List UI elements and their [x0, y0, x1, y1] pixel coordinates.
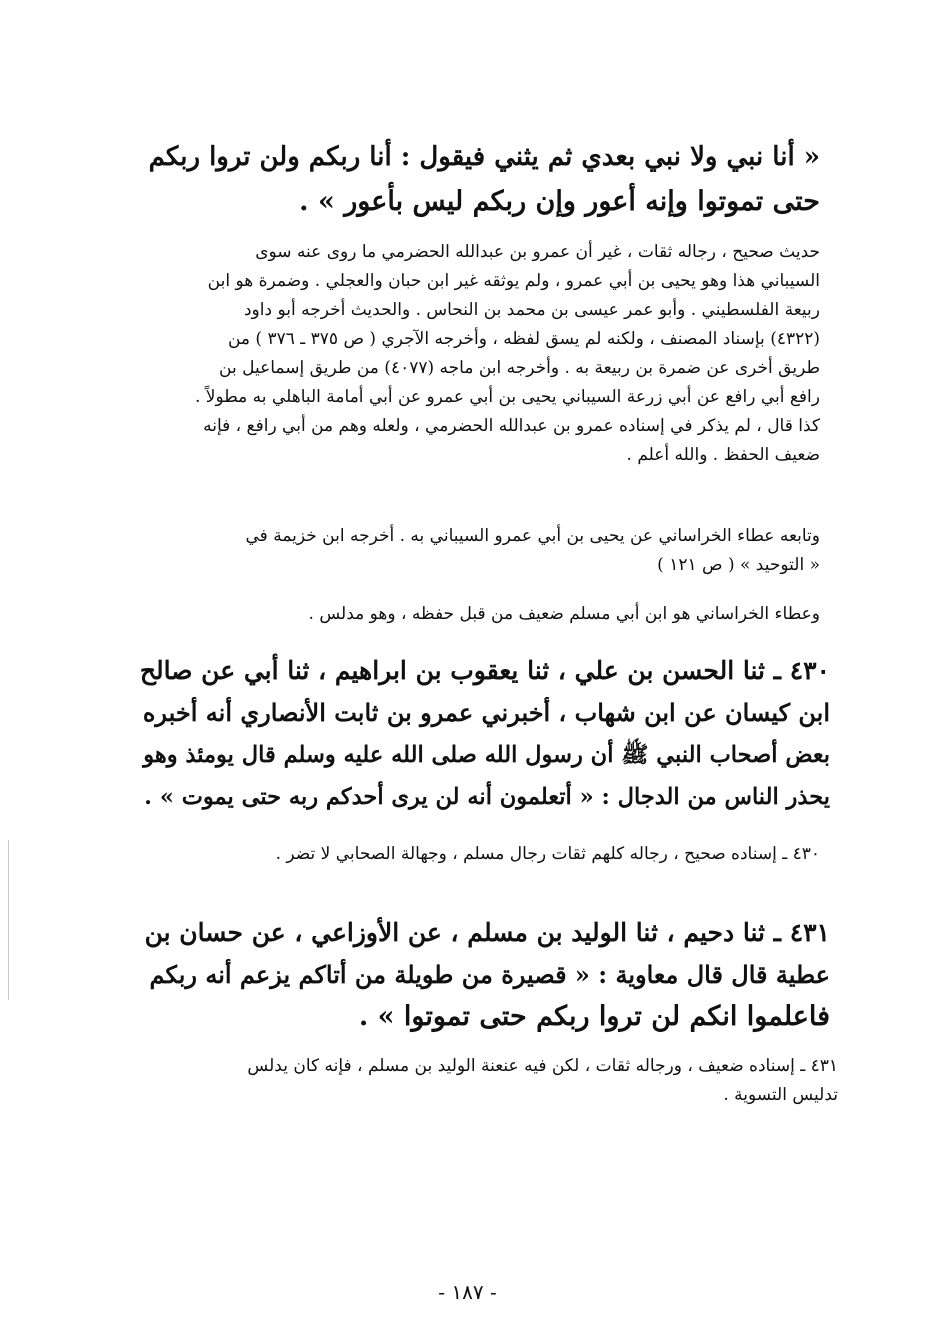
- text-line: بعض أصحاب النبي ﷺ أن رسول الله صلى الله عليه وسلم قال يومئذ وهو: [143, 742, 830, 768]
- text-line: حتى تموتوا وإنه أعور وإن ربكم ليس بأعور » .: [299, 186, 820, 217]
- text-line: ٤٣١ ـ إسناده ضعيف ، ورجاله ثقات ، لكن فيه عنعنة الوليد بن مسلم ، فإنه كان يدلس: [247, 1056, 838, 1076]
- text-line: ربيعة الفلسطيني . وأبو عمر عيسى بن محمد بن النحاس . والحديث أخرجه أبو داود: [243, 300, 820, 320]
- text-line: (٤٣٢٢) بإسناد المصنف ، ولكنه لم يسق لفظه ، وأخرجه الآجري ( ص ٣٧٥ ـ ٣٧٦ ) من: [227, 329, 820, 349]
- text-line: كذا قال ، لم يذكر في إسناده عمرو بن عبدالله الحضرمي ، ولعله وهم من أبي رافع ، فإنه: [203, 416, 820, 436]
- text-line: عطية قال قال معاوية : « قصيرة من طويلة من أتاكم يزعم أنه ربكم: [149, 960, 830, 989]
- text-line: ٤٣٠ ـ ثنا الحسن بن علي ، ثنا يعقوب بن ابراهيم ، ثنا أبي عن صالح: [140, 656, 830, 685]
- text-line: ٤٣١ ـ ثنا دحيم ، ثنا الوليد بن مسلم ، عن الأوزاعي ، عن حسان بن: [144, 918, 830, 947]
- text-line: فاعلموا انكم لن تروا ربكم حتى تموتوا » .: [358, 1001, 830, 1032]
- commentary-paragraph: [148, 522, 820, 580]
- text-line: وتابعه عطاء الخراساني عن يحيى بن أبي عمرو السيباني به . أخرجه ابن خزيمة في: [245, 526, 820, 546]
- page-number: - ١٨٧ -: [438, 1280, 497, 1304]
- text-line: رافع أبي رافع عن أبي زرعة السيباني يحيى بن أبي عمرو عن أبي أمامة الباهلي به مطولاً .: [194, 387, 820, 407]
- text-line: « التوحيد » ( ص ١٢١ ): [657, 555, 820, 575]
- commentary-paragraph: [148, 600, 820, 629]
- text-line: « أنا نبي ولا نبي بعدي ثم يثني فيقول : أنا ربكم ولن تروا ربكم: [148, 142, 820, 172]
- hadith-431: [140, 912, 830, 1038]
- commentary-paragraph: [148, 238, 820, 470]
- text-line: يحذر الناس من الدجال : « أتعلمون أنه لن يرى أحدكم ربه حتى يموت » .: [144, 784, 830, 810]
- hadith-430: [140, 650, 830, 818]
- footnote-430: [148, 840, 820, 869]
- text-line: تدليس التسوية .: [723, 1085, 838, 1105]
- text-line: ضعيف الحفظ . والله أعلم .: [626, 445, 820, 465]
- text-line: ابن كيسان عن ابن شهاب ، أخبرني عمرو بن ثابت الأنصاري أنه أخبره: [142, 698, 830, 727]
- footnote-431: [148, 1052, 838, 1110]
- text-line: طريق أخرى عن ضمرة بن ربيعة به . وأخرجه ابن ماجه (٤٠٧٧) من طريق إسماعيل بن: [219, 358, 820, 378]
- text-line: حديث صحيح ، رجاله ثقات ، غير أن عمرو بن عبدالله الحضرمي ما روى عنه سوى: [255, 242, 820, 262]
- text-line: وعطاء الخراساني هو ابن أبي مسلم ضعيف من قبل حفظه ، وهو مدلس .: [308, 604, 820, 624]
- hadith-intro-text: [140, 136, 820, 223]
- text-line: السيباني هذا وهو يحيى بن أبي عمرو ، ولم يوثقه غير ابن حبان والعجلي . وضمرة هو ابن: [207, 271, 820, 291]
- scan-margin-mark: [8, 840, 9, 1000]
- text-line: ٤٣٠ ـ إسناده صحيح ، رجاله كلهم ثقات رجال مسلم ، وجهالة الصحابي لا تضر .: [275, 844, 820, 864]
